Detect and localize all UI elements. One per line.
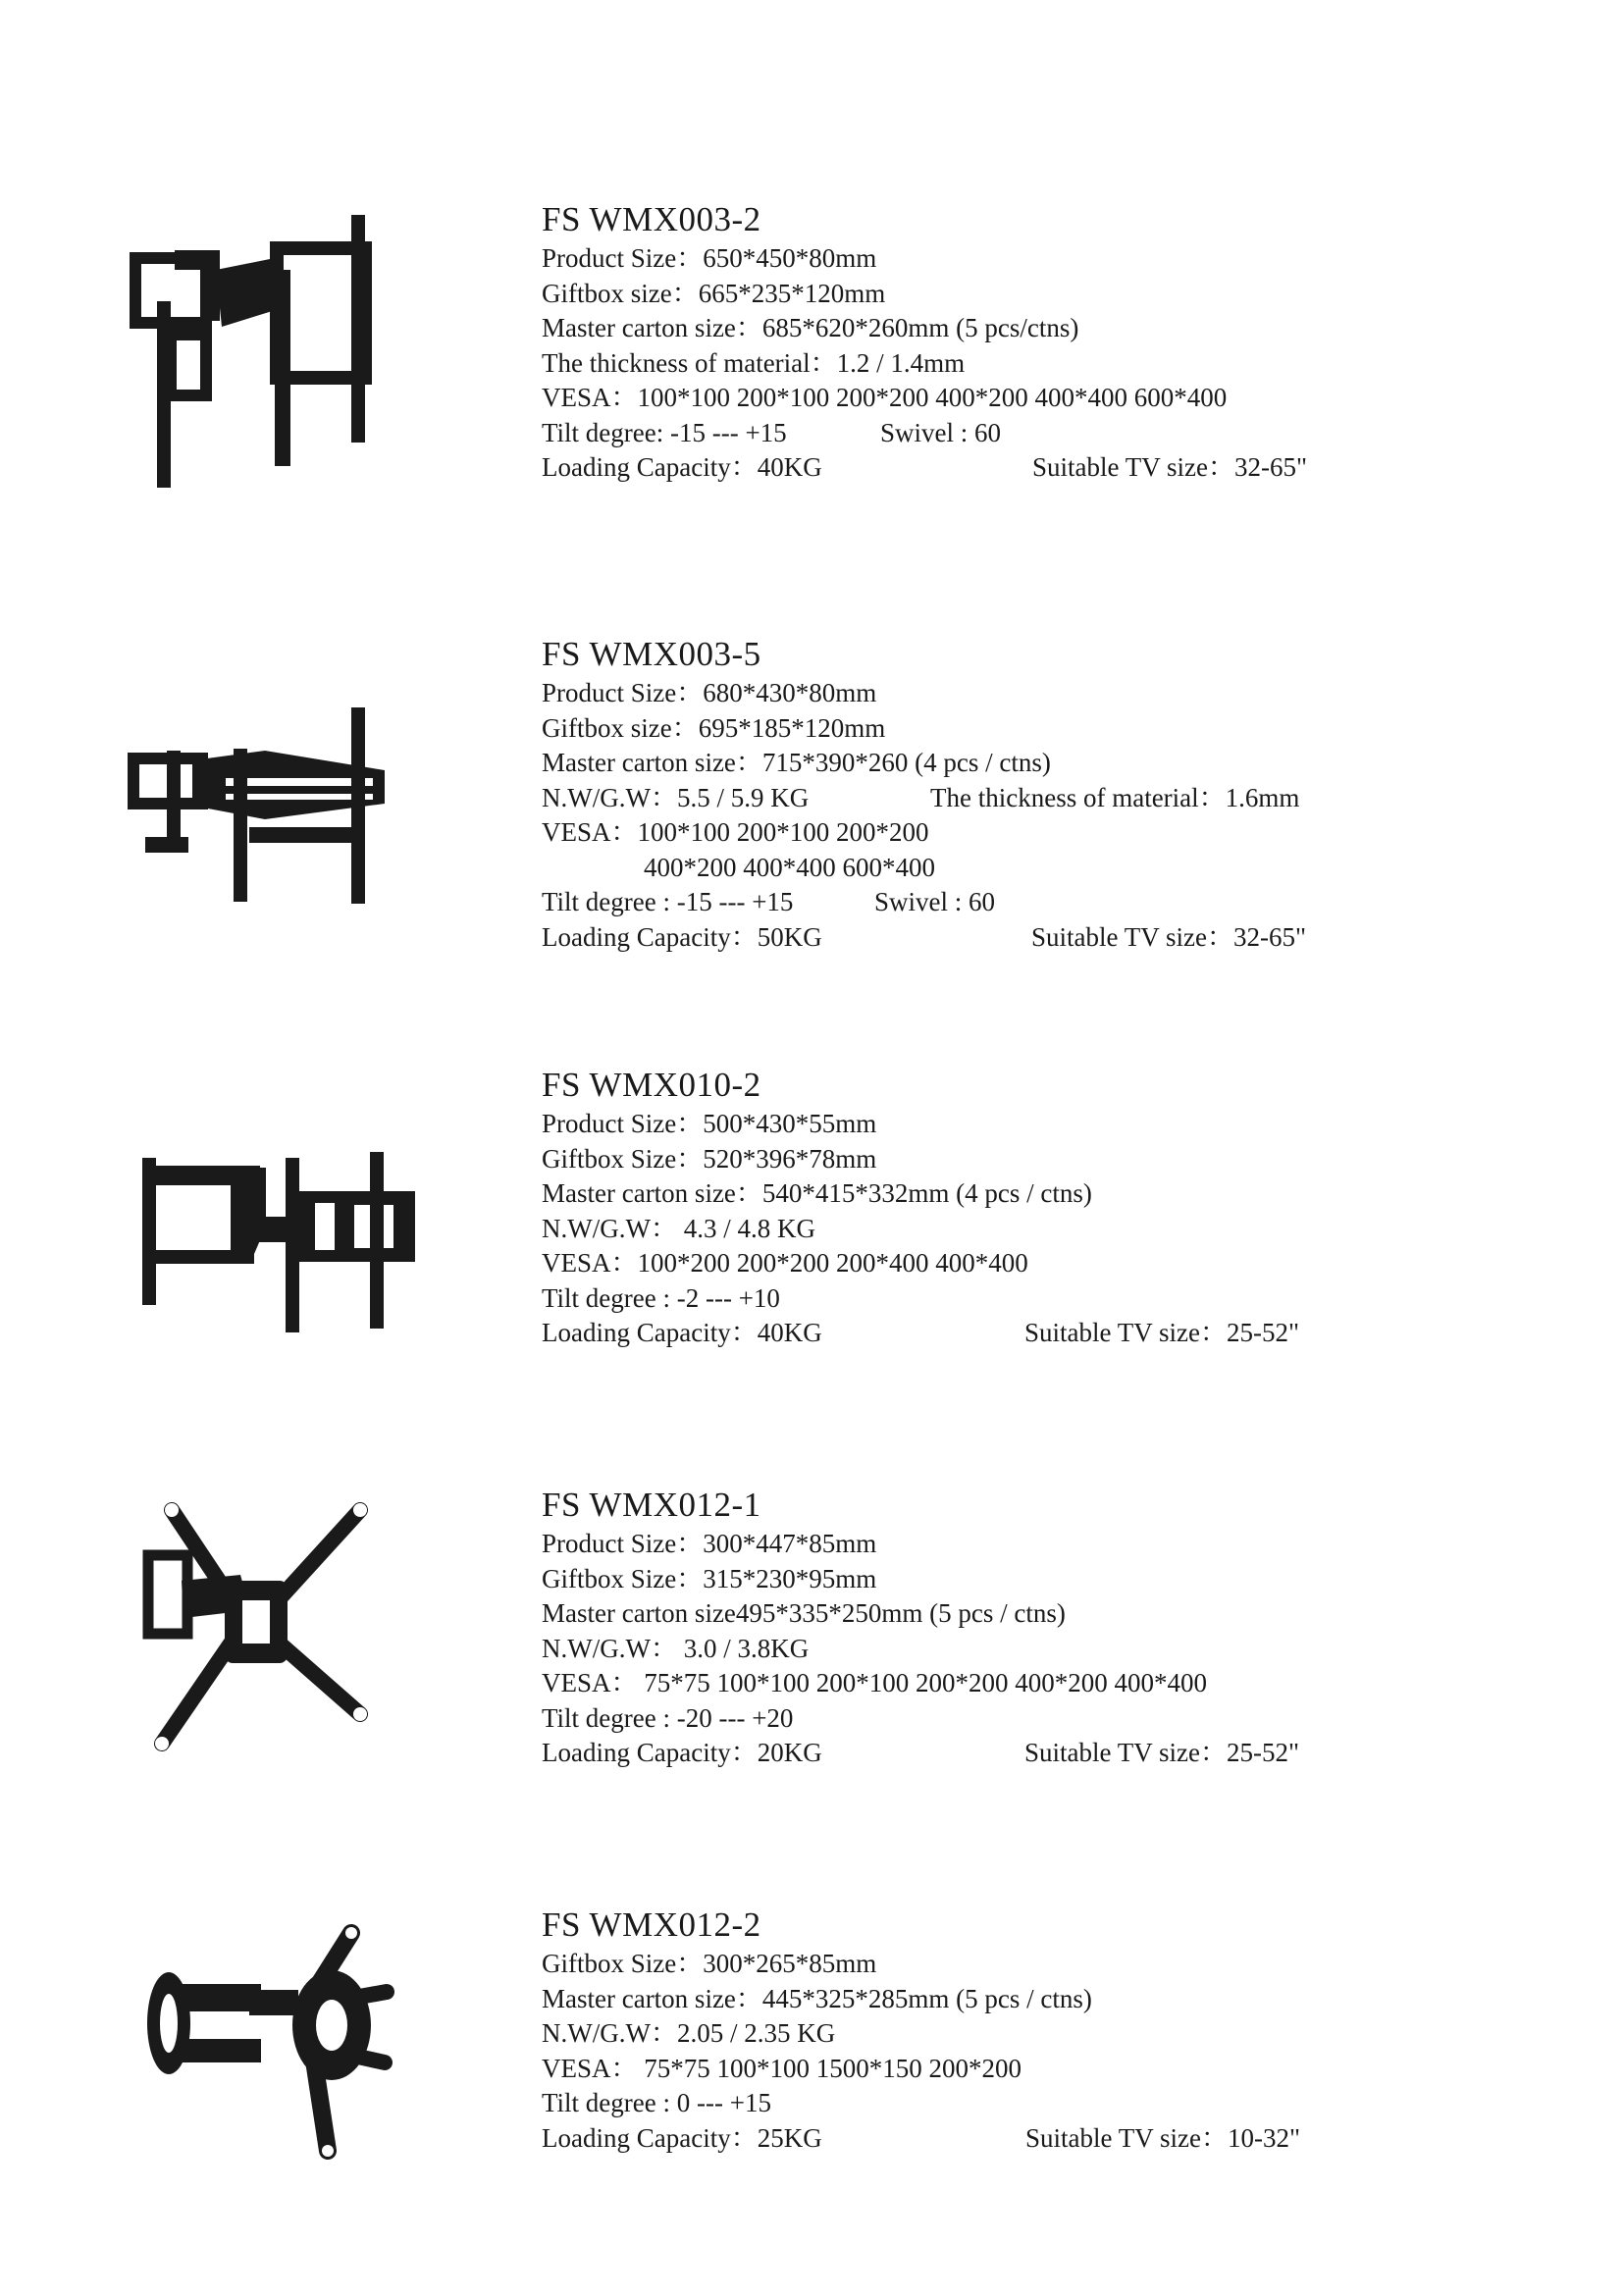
suitable-tv-size: Suitable TV size：10-32" <box>1025 2122 1300 2153</box>
product-size: Product Size：300*447*85mm <box>542 1529 877 1558</box>
tilt-degree: Tilt degree : -20 --- +20 <box>542 1702 794 1733</box>
model-title: FS WMX003-5 <box>542 635 761 673</box>
tv-mount-image-wmx003-2 <box>128 211 383 496</box>
loading-capacity: Loading Capacity：40KG <box>542 452 822 482</box>
master-carton-size: Master carton size：715*390*260 (4 pcs / ctns) <box>542 748 1051 777</box>
model-title: FS WMX010-2 <box>542 1066 761 1104</box>
vesa: VESA：100*100 200*100 200*200 400*200 400*400 600*400 <box>542 383 1228 412</box>
vesa: VESA： 75*75 100*100 200*100 200*200 400*200 400*400 <box>542 1668 1208 1697</box>
spec-block <box>542 199 1346 486</box>
tilt-degree: Tilt degree : -2 --- +10 <box>542 1282 780 1313</box>
net-gross-weight: N.W/G.W：2.05 / 2.35 KG <box>542 2018 836 2048</box>
model-title: FS WMX012-2 <box>542 1905 761 1944</box>
spec-block <box>542 1485 1346 1771</box>
model-title: FS WMX012-1 <box>542 1486 761 1524</box>
net-gross-weight: N.W/G.W： 3.0 / 3.8KG <box>542 1633 810 1663</box>
weight-thickness-row <box>542 781 1346 816</box>
capacity-row <box>542 1316 1346 1351</box>
material-thickness: The thickness of material：1.2 / 1.4mm <box>542 347 966 378</box>
product-size: Product Size：500*430*55mm <box>542 1109 877 1138</box>
master-carton-size: Master carton size495*335*250mm (5 pcs / ctns) <box>542 1598 1066 1628</box>
loading-capacity: Loading Capacity：20KG <box>542 1738 822 1767</box>
capacity-row <box>542 1736 1346 1771</box>
net-gross-weight: N.W/G.W：5.5 / 5.9 KG <box>542 782 810 812</box>
vesa-line-1: VESA：100*100 200*100 200*200 <box>542 817 929 847</box>
swivel: Swivel : 60 <box>880 417 1002 447</box>
master-carton-size: Master carton size：685*620*260mm (5 pcs/ctns) <box>542 313 1079 342</box>
giftbox-size: Giftbox Size：520*396*78mm <box>542 1143 877 1174</box>
loading-capacity: Loading Capacity：25KG <box>542 2122 822 2153</box>
tilt-degree: Tilt degree : 0 --- +15 <box>542 2088 771 2117</box>
spec-block <box>542 634 1346 955</box>
material-thickness: The thickness of material：1.6mm <box>930 782 1300 812</box>
vesa-line-2: 400*200 400*400 600*400 <box>644 852 935 882</box>
suitable-tv-size: Suitable TV size：32-65" <box>1031 921 1306 952</box>
giftbox-size: Giftbox Size：315*230*95mm <box>542 1563 877 1593</box>
tv-mount-image-wmx012-2 <box>139 1923 394 2168</box>
model-title: FS WMX003-2 <box>542 200 761 238</box>
tilt-swivel-row <box>542 416 1346 451</box>
tv-mount-image-wmx003-5 <box>128 702 402 937</box>
capacity-row <box>542 450 1346 486</box>
tilt-degree: Tilt degree : -15 --- +15 <box>542 887 794 916</box>
tv-mount-image-wmx010-2 <box>132 1148 417 1334</box>
product-size: Product Size：680*430*80mm <box>542 678 877 707</box>
product-size: Product Size：650*450*80mm <box>542 243 877 273</box>
master-carton-size: Master carton size：540*415*332mm (4 pcs / ctns) <box>542 1178 1092 1208</box>
loading-capacity: Loading Capacity：40KG <box>542 1318 822 1347</box>
tilt-swivel-row <box>542 885 1346 920</box>
master-carton-size: Master carton size：445*325*285mm (5 pcs / ctns) <box>542 1983 1092 2013</box>
vesa: VESA：100*200 200*200 200*400 400*400 <box>542 1248 1028 1278</box>
vesa: VESA： 75*75 100*100 1500*150 200*200 <box>542 2053 1022 2083</box>
swivel: Swivel : 60 <box>874 887 996 916</box>
giftbox-size: Giftbox Size：300*265*85mm <box>542 1949 877 1978</box>
tv-mount-image-wmx012-1 <box>142 1496 388 1761</box>
capacity-row <box>542 2121 1346 2157</box>
suitable-tv-size: Suitable TV size：25-52" <box>1024 1318 1299 1347</box>
suitable-tv-size: Suitable TV size：32-65" <box>1032 452 1307 482</box>
loading-capacity: Loading Capacity：50KG <box>542 921 822 952</box>
suitable-tv-size: Suitable TV size：25-52" <box>1024 1738 1299 1767</box>
tilt-degree: Tilt degree: -15 --- +15 <box>542 417 787 447</box>
capacity-row <box>542 920 1346 956</box>
spec-block <box>542 1065 1346 1351</box>
spec-block <box>542 1905 1346 2156</box>
giftbox-size: Giftbox size：695*185*120mm <box>542 712 886 743</box>
net-gross-weight: N.W/G.W： 4.3 / 4.8 KG <box>542 1213 815 1243</box>
giftbox-size: Giftbox size：665*235*120mm <box>542 278 886 308</box>
